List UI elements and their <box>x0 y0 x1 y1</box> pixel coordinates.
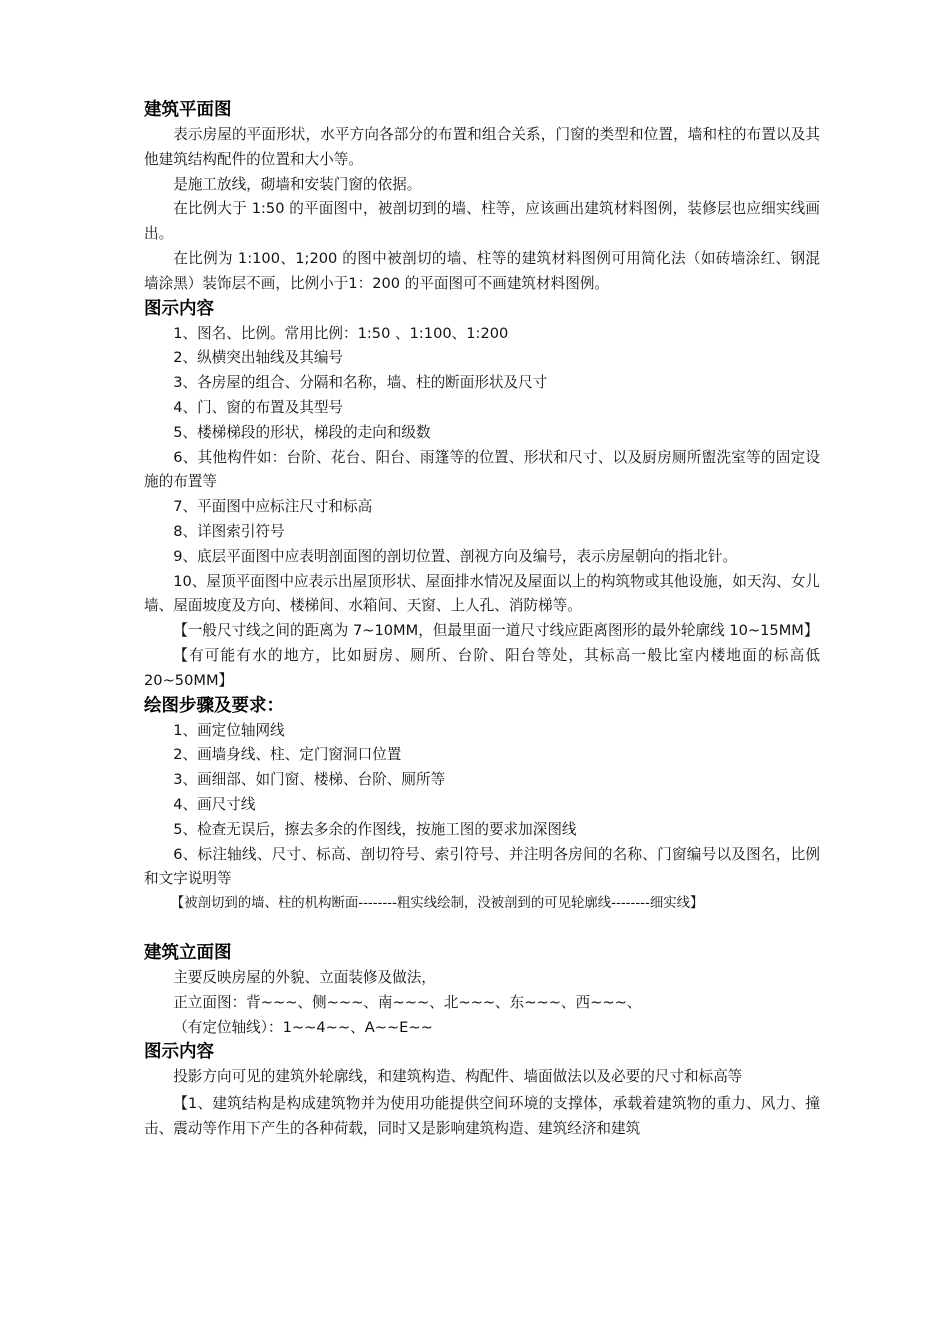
section-title-contents-2: 图示内容 <box>144 1042 214 1063</box>
list-item: 6、其他构件如：台阶、花台、阳台、雨篷等的位置、形状和尺寸、以及厨房厕所盥洗室等的固定设施的布置等 <box>144 448 820 491</box>
section-title-elevation: 建筑立面图 <box>144 942 232 963</box>
document-content <box>144 98 820 1142</box>
list-item: 5、检查无误后，擦去多余的作图线，按施工图的要求加深图线 <box>173 820 577 838</box>
list-item: 3、画细部、如门窗、楼梯、台阶、厕所等 <box>173 771 446 789</box>
section-title-contents: 图示内容 <box>144 298 214 319</box>
bracket-note: 【有可能有水的地方，比如厨房、厕所、台阶、阳台等处，其标高一般比室内楼地面的标高低 20~50MM】 <box>144 646 820 689</box>
paragraph: 主要反映房屋的外貌、立面装修及做法， <box>173 968 436 986</box>
list-item: 9、底层平面图中应表明剖面图的剖切位置、剖视方向及编号，表示房屋朝向的指北针。 <box>173 547 738 565</box>
list-item: 6、标注轴线、尺寸、标高、剖切符号、索引符号、并注明各房间的名称、门窗编号以及图名，比例和文字说明等 <box>144 845 820 888</box>
list-item: 1、画定位轴网线 <box>173 721 285 739</box>
paragraph: 在比例大于 1:50 的平面图中，被剖切到的墙、柱等，应该画出建筑材料图例，装修层也应细实线画出。 <box>144 200 820 243</box>
paragraph: （有定位轴线）：1~~4~~、A~~E~~ <box>173 1018 433 1036</box>
spacer <box>144 917 820 941</box>
paragraph: 【1、建筑结构是构成建筑物并为使用功能提供空间环境的支撑体，承载着建筑物的重力、风力、撞击、震动等作用下产生的各种荷载，同时又是影响建筑构造、建筑经济和建筑 <box>144 1095 820 1137</box>
paragraph: 投影方向可见的建筑外轮廓线，和建筑构造、构配件、墙面做法以及必要的尺寸和标高等 <box>173 1068 743 1086</box>
paragraph: 表示房屋的平面形状，水平方向各部分的布置和组合关系，门窗的类型和位置，墙和柱的布置以及其他建筑结构配件的位置和大小等。 <box>144 126 820 168</box>
bracket-note: 【一般尺寸线之间的距离为 7~10MM，但最里面一道尺寸线应距离图形的最外轮廓线 10~15MM】 <box>173 622 819 640</box>
list-item: 2、纵横突出轴线及其编号 <box>173 349 344 367</box>
list-item: 2、画墙身线、柱、定门窗洞口位置 <box>173 746 402 764</box>
list-item: 5、楼梯梯段的形状，梯段的走向和级数 <box>173 423 431 441</box>
section-title-drawing-steps: 绘图步骤及要求： <box>144 695 284 716</box>
list-item: 10、屋顶平面图中应表示出屋顶形状、屋面排水情况及屋面以上的构筑物或其他设施，如天沟、女儿墙、屋面坡度及方向、楼梯间、水箱间、天窗、上人孔、消防梯等。 <box>144 572 820 615</box>
paragraph: 正立面图：背~~~、侧~~~、南~~~、北~~~、东~~~、西~~~、 <box>173 993 642 1011</box>
bracket-note: 【被剖切到的墙、柱的机构断面--------粗实线绘制，没被剖到的可见轮廓线--------细实线】 <box>170 896 704 912</box>
list-item: 1、图名、比例。常用比例：1:50 、1:100、1:200 <box>173 324 509 342</box>
paragraph: 是施工放线，砌墙和安装门窗的依据。 <box>173 175 422 193</box>
list-item: 4、画尺寸线 <box>173 795 256 813</box>
list-item: 8、详图索引符号 <box>173 522 285 540</box>
section-title-floor-plan: 建筑平面图 <box>144 100 232 120</box>
list-item: 7、平面图中应标注尺寸和标高 <box>173 498 373 516</box>
paragraph: 在比例为 1:100、1;200 的图中被剖切的墙、柱等的建筑材料图例可用简化法（如砖墙涂红、钢混墙涂黑）装饰层不画，比例小于1：200 的平面图可不画建筑材料图例。 <box>144 249 820 292</box>
list-item: 4、门、窗的布置及其型号 <box>173 398 344 416</box>
list-item: 3、各房屋的组合、分隔和名称，墙、柱的断面形状及尺寸 <box>173 374 548 392</box>
